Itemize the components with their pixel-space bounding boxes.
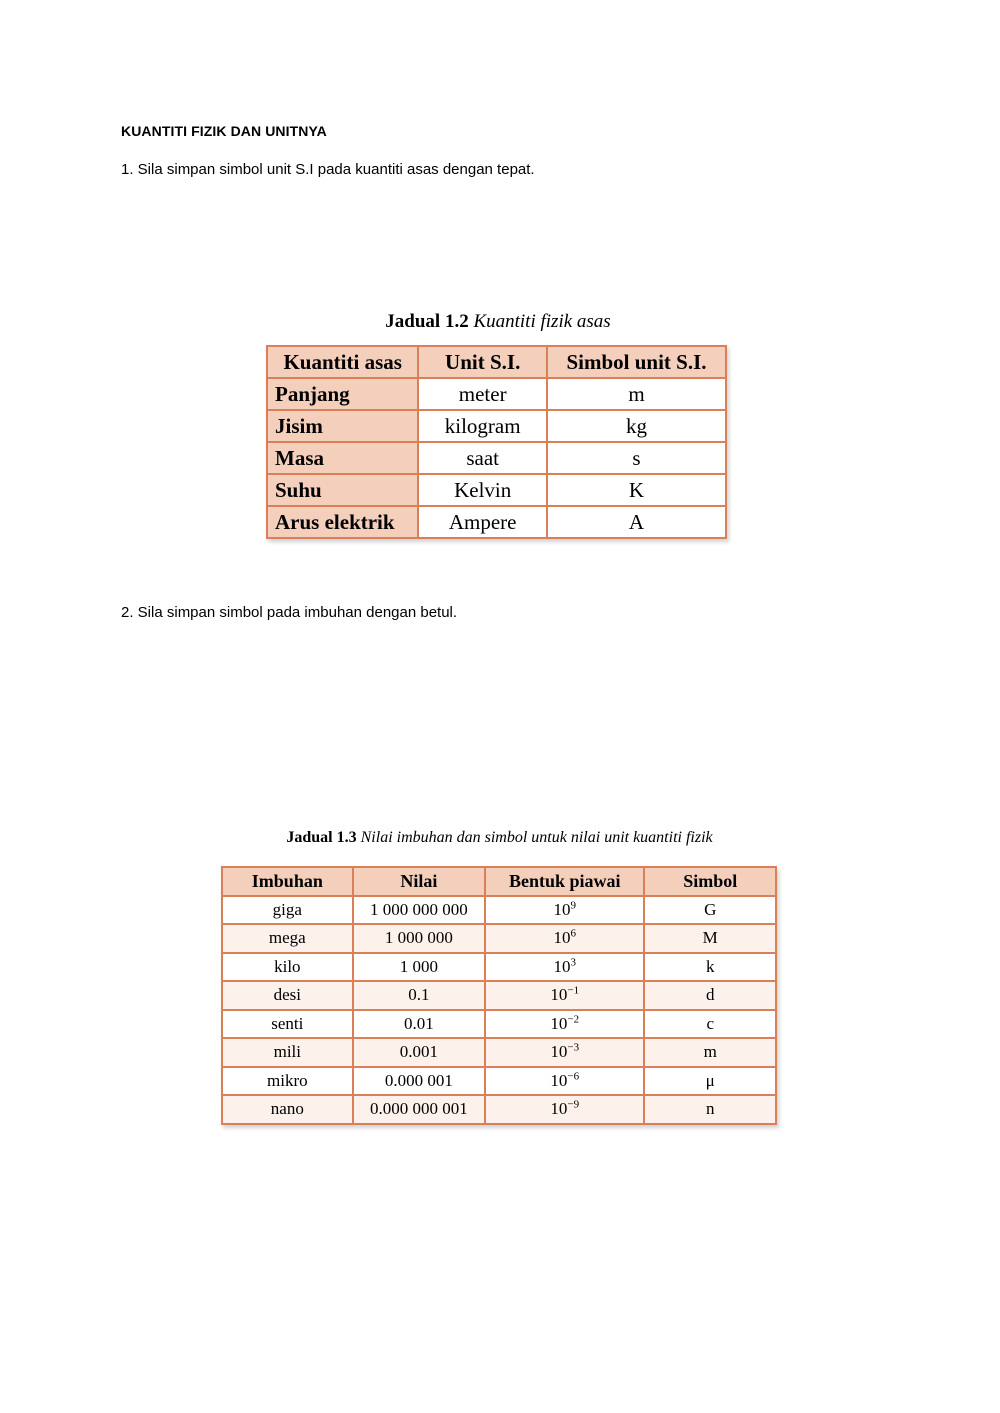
- value-cell: 0.1: [353, 981, 485, 1010]
- table-row: [267, 442, 726, 474]
- standard-form-base: 10: [550, 1099, 568, 1119]
- standard-form-cell: [485, 1010, 644, 1039]
- value-cell: 1 000: [353, 953, 485, 982]
- symbol-cell: kg: [547, 410, 726, 442]
- quantity-cell: Jisim: [267, 410, 418, 442]
- standard-form-base: 10: [553, 899, 571, 919]
- symbol-cell: μ: [644, 1067, 776, 1096]
- standard-form-base: 10: [550, 1013, 568, 1033]
- standard-form-exponent: −9: [567, 1098, 580, 1111]
- standard-form-base: 10: [550, 1042, 568, 1062]
- table1-caption-number: Jadual 1.2: [385, 311, 469, 332]
- prefix-cell: kilo: [222, 953, 353, 982]
- table-row: [222, 1010, 776, 1039]
- value-cell: 0.000 000 001: [353, 1095, 485, 1124]
- symbol-cell: K: [547, 474, 726, 506]
- standard-form-base: 10: [550, 1070, 568, 1090]
- header-simbol-unit-si: Simbol unit S.I.: [547, 346, 726, 378]
- value-cell: 0.001: [353, 1038, 485, 1067]
- table-row: [222, 1038, 776, 1067]
- unit-cell: Ampere: [418, 506, 547, 538]
- table-header-row: [267, 346, 726, 378]
- quantity-cell: Masa: [267, 442, 418, 474]
- header-simbol: Simbol: [644, 867, 776, 896]
- question-2: 2. Sila simpan simbol pada imbuhan dengan betul.: [121, 604, 458, 621]
- standard-form-cell: [485, 896, 644, 925]
- base-quantities-table: [266, 345, 727, 539]
- standard-form-cell: [485, 1038, 644, 1067]
- symbol-cell: n: [644, 1095, 776, 1124]
- table-row: [222, 924, 776, 953]
- table-row: [222, 981, 776, 1010]
- standard-form-exponent: −2: [567, 1013, 580, 1026]
- standard-form-exponent: −1: [567, 984, 580, 997]
- header-imbuhan: Imbuhan: [222, 867, 353, 896]
- standard-form-cell: [485, 924, 644, 953]
- question-1: 1. Sila simpan simbol unit S.I pada kuantiti asas dengan tepat.: [121, 161, 535, 178]
- value-cell: 0.01: [353, 1010, 485, 1039]
- value-cell: 1 000 000 000: [353, 896, 485, 925]
- page-heading: KUANTITI FIZIK DAN UNITNYA: [121, 123, 327, 139]
- standard-form-exponent: 3: [570, 956, 576, 969]
- unit-cell: Kelvin: [418, 474, 547, 506]
- value-cell: 0.000 001: [353, 1067, 485, 1096]
- quantity-cell: Arus elektrik: [267, 506, 418, 538]
- symbol-cell: A: [547, 506, 726, 538]
- header-bentuk-piawai: Bentuk piawai: [485, 867, 644, 896]
- symbol-cell: M: [644, 924, 776, 953]
- standard-form-cell: [485, 981, 644, 1010]
- table-row: [222, 953, 776, 982]
- table-row: [267, 506, 726, 538]
- table-row: [222, 1067, 776, 1096]
- standard-form-base: 10: [553, 956, 571, 976]
- header-kuantiti-asas: Kuantiti asas: [267, 346, 418, 378]
- symbol-cell: s: [547, 442, 726, 474]
- table-row: [222, 896, 776, 925]
- quantity-cell: Suhu: [267, 474, 418, 506]
- prefix-cell: desi: [222, 981, 353, 1010]
- table2-caption: [222, 829, 777, 847]
- unit-cell: saat: [418, 442, 547, 474]
- table1-caption-title: Kuantiti fizik asas: [473, 311, 611, 332]
- symbol-cell: c: [644, 1010, 776, 1039]
- table-row: [267, 410, 726, 442]
- symbol-cell: d: [644, 981, 776, 1010]
- symbol-cell: m: [644, 1038, 776, 1067]
- standard-form-exponent: −3: [567, 1041, 580, 1054]
- table-row: [267, 378, 726, 410]
- header-nilai: Nilai: [353, 867, 485, 896]
- standard-form-exponent: −6: [567, 1070, 580, 1083]
- value-cell: 1 000 000: [353, 924, 485, 953]
- table2-caption-number: Jadual 1.3: [286, 829, 357, 846]
- table1-caption: [268, 311, 728, 333]
- table2-caption-title: Nilai imbuhan dan simbol untuk nilai unit kuantiti fizik: [360, 829, 713, 846]
- unit-cell: meter: [418, 378, 547, 410]
- symbol-cell: k: [644, 953, 776, 982]
- standard-form-base: 10: [553, 928, 571, 948]
- quantity-cell: Panjang: [267, 378, 418, 410]
- table-row: [267, 474, 726, 506]
- prefix-cell: mega: [222, 924, 353, 953]
- standard-form-base: 10: [550, 985, 568, 1005]
- prefix-table: [221, 866, 777, 1125]
- unit-cell: kilogram: [418, 410, 547, 442]
- prefix-cell: mikro: [222, 1067, 353, 1096]
- symbol-cell: m: [547, 378, 726, 410]
- table-header-row: [222, 867, 776, 896]
- standard-form-cell: [485, 1095, 644, 1124]
- standard-form-cell: [485, 953, 644, 982]
- prefix-cell: nano: [222, 1095, 353, 1124]
- header-unit-si: Unit S.I.: [418, 346, 547, 378]
- prefix-cell: giga: [222, 896, 353, 925]
- prefix-cell: mili: [222, 1038, 353, 1067]
- standard-form-cell: [485, 1067, 644, 1096]
- standard-form-exponent: 6: [570, 927, 576, 940]
- standard-form-exponent: 9: [570, 899, 576, 912]
- table-row: [222, 1095, 776, 1124]
- prefix-cell: senti: [222, 1010, 353, 1039]
- symbol-cell: G: [644, 896, 776, 925]
